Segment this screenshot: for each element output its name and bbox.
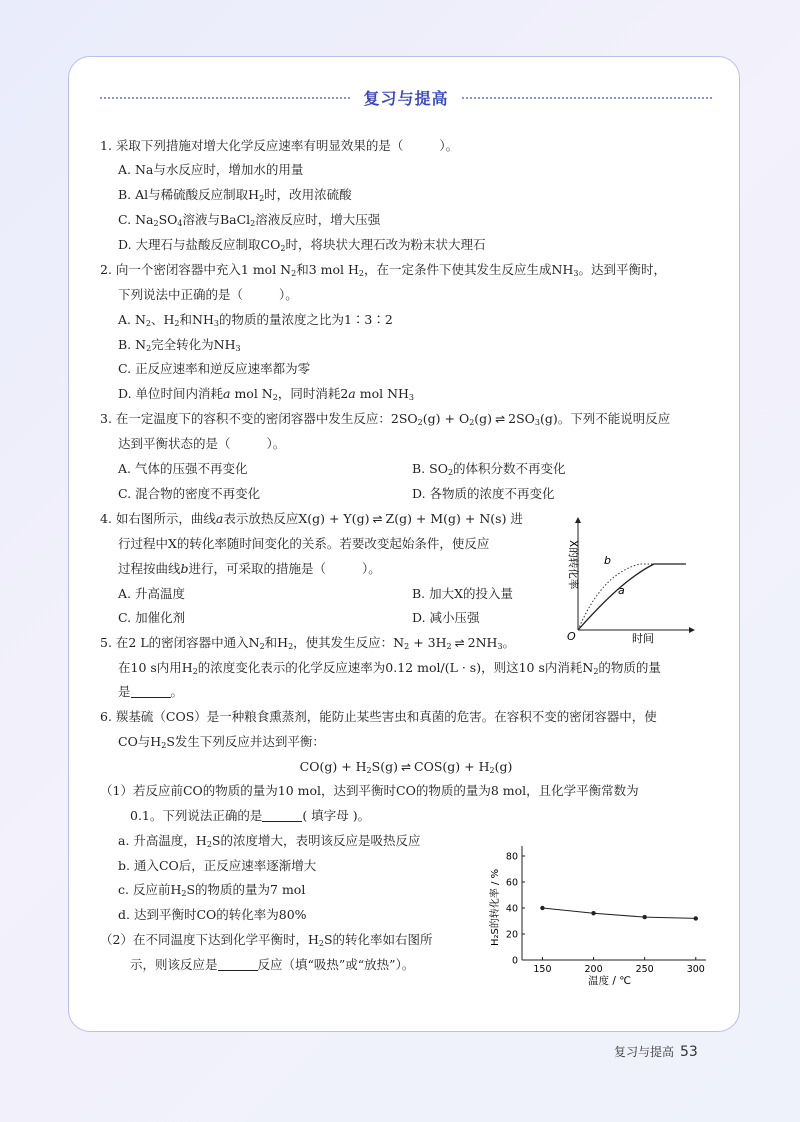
q6-stem-line1: 6. 羰基硫（COS）是一种粮食熏蒸剂，能防止某些害虫和真菌的危害。在容积不变的密闭容器中，使 (100, 709, 657, 724)
conversion-time-chart (558, 512, 698, 650)
q2-stem-line2: 下列说法中正确的是（ ）。 (118, 287, 298, 302)
equilibrium-arrow-icon: ⇌ (372, 512, 383, 526)
h2s-conversion-chart (488, 838, 720, 990)
q2-option-d: D. 单位时间内消耗a mol $N_2$，同时消耗2a mol $NH_3$ (118, 386, 415, 402)
footer-label: 复习与提高 (614, 1045, 675, 1059)
chart2-xtick-label: 300 (686, 964, 705, 975)
chart2-data-point (540, 906, 544, 910)
chart2-xtick-label: 200 (584, 964, 603, 975)
q3-option-b: B. $SO_2$的体积分数不再变化 (412, 461, 566, 477)
curve-b (578, 564, 686, 630)
q4-option-b: B. 加大X的投入量 (412, 586, 514, 601)
chart2-xtick-label: 250 (635, 964, 654, 975)
q3-option-d: D. 各物质的浓度不再变化 (412, 486, 555, 501)
chart2-data-point (591, 911, 595, 915)
q6-option-b: b. 通入CO后，正反应速率逐渐增大 (118, 858, 317, 873)
equilibrium-arrow-icon: ⇌ (400, 760, 412, 774)
q1-option-d: D. 大理石与盐酸反应制取$CO_2$时，将块状大理石改为粉末状大理石 (118, 237, 486, 253)
q1-stem: 1. 采取下列措施对增大化学反应速率有明显效果的是（ ）。 (100, 138, 459, 153)
chart1-origin: O (567, 630, 576, 643)
section-title: 复习与提高 (363, 89, 449, 108)
q4-stem-line2: 行过程中X的转化率随时间变化的关系。若要改变起始条件，使反应 (118, 536, 490, 551)
chart2-ytick-label: 40 (505, 903, 518, 915)
q5-answer-blank[interactable] (131, 685, 171, 698)
q4-option-c: C. 加催化剂 (118, 610, 186, 625)
q2-option-a: A. $N_2$、$H_2$和$NH_3$的物质的量浓度之比为1∶3∶2 (118, 312, 393, 328)
q6-stem-line2: CO与$H_2S$发生下列反应并达到平衡： (118, 734, 325, 750)
q4-stem-line3: 过程按曲线b进行，可采取的措施是（ ）。 (118, 561, 381, 576)
q1-option-c: C. $Na_2SO_4$溶液与BaCl$_2$溶液反应时，增大压强 (118, 212, 381, 228)
q6-option-c: c. 反应前$H_2S$的物质的量为7 mol (118, 882, 306, 898)
q4-stem-line1: 4. 如右图所示，曲线a表示放热反应X(g) + Y(g) ⇌ Z(g) + M(g) + N(s) 进 (100, 511, 523, 526)
equilibrium-arrow-icon: ⇌ (495, 412, 506, 426)
q3-option-a: A. 气体的压强不再变化 (118, 461, 248, 476)
chart2-data-point (694, 916, 698, 920)
curve-a (578, 564, 686, 630)
q3-stem-line1: 3. 在一定温度下的容积不变的密闭容器中发生反应：$2SO_2(g) + O_2(g)$ ⇌ $2SO_3(g)$。下列不能说明反应 (100, 411, 671, 427)
chart2-ylabel: H₂S的转化率 / % (490, 868, 501, 946)
q6-part1-blank[interactable] (262, 809, 302, 822)
page-number: 53 (680, 1044, 698, 1060)
q6-part2-line2: 示，则该反应是 反应（填“吸热”或“放热”）。 (130, 957, 415, 972)
chart1-xlabel: 时间 (632, 632, 654, 645)
chart2-ytick-label: 0 (511, 955, 518, 967)
q6-part1-line2: 0.1。下列说法正确的是 ( 填字母 )。 (130, 808, 371, 823)
q6-equation: $CO(g) + H_2S(g)$ ⇌ $COS(g) + H_2(g)$ (299, 759, 513, 775)
q4-option-a: A. 升高温度 (118, 586, 185, 601)
q5-stem-line3: 是 。 (118, 684, 184, 699)
chart2-series-line (542, 908, 695, 918)
q5-stem-line1: 5. 在2 L的密闭容器中通入$N_2$和$H_2$，使其发生反应：$N_2 + 3H_2$ ⇌ $2NH_3$。 (100, 635, 516, 651)
q3-option-c: C. 混合物的密度不再变化 (118, 486, 261, 501)
curve-b-label: b (604, 554, 611, 567)
q5-stem-line2: 在10 s内用$H_2$的浓度变化表示的化学反应速率为0.12 mol/(L · s)，则这10 s内消耗$N_2$的物质的量 (118, 660, 661, 676)
q6-option-d: d. 达到平衡时CO的转化率为80% (118, 907, 307, 922)
q2-stem-line1: 2. 向一个密闭容器中充入1 mol $N_2$和3 mol $H_2$，在一定条件下使其发生反应生成$NH_3$。达到平衡时， (100, 262, 666, 278)
chart2-ytick-label: 80 (505, 851, 518, 863)
chart2-xlabel: 温度 / ℃ (588, 975, 632, 987)
chart1-ylabel: X的转化率 (567, 540, 579, 590)
curve-a-label: a (618, 584, 625, 597)
q2-option-b: B. $N_2$完全转化为$NH_3$ (118, 337, 241, 353)
q6-part1-line1: （1）若反应前CO的物质的量为10 mol，达到平衡时CO的物质的量为8 mol，且化学平衡常数为 (100, 783, 639, 798)
chart2-xtick-label: 150 (533, 964, 552, 975)
page-footer (614, 1043, 698, 1060)
chart2-ytick-label: 60 (505, 877, 518, 889)
q3-stem-line2: 达到平衡状态的是（ ）。 (118, 436, 286, 451)
chart2-ytick-label: 20 (505, 929, 518, 941)
section-header (100, 86, 712, 110)
q6-part2-blank[interactable] (218, 958, 258, 971)
q1-option-b: B. Al与稀硫酸反应制取$H_2$时，改用浓硫酸 (118, 187, 352, 203)
equilibrium-arrow-icon: ⇌ (454, 636, 465, 650)
q6-part2-line1: （2）在不同温度下达到化学平衡时，$H_2S$的转化率如右图所 (100, 932, 433, 948)
q6-option-a: a. 升高温度，$H_2S$的浓度增大，表明该反应是吸热反应 (118, 833, 421, 849)
q2-option-c: C. 正反应速率和逆反应速率都为零 (118, 361, 311, 376)
q1-option-a: A. Na与水反应时，增加水的用量 (118, 162, 304, 177)
q4-option-d: D. 减小压强 (412, 610, 480, 625)
chart2-data-point (642, 915, 646, 919)
